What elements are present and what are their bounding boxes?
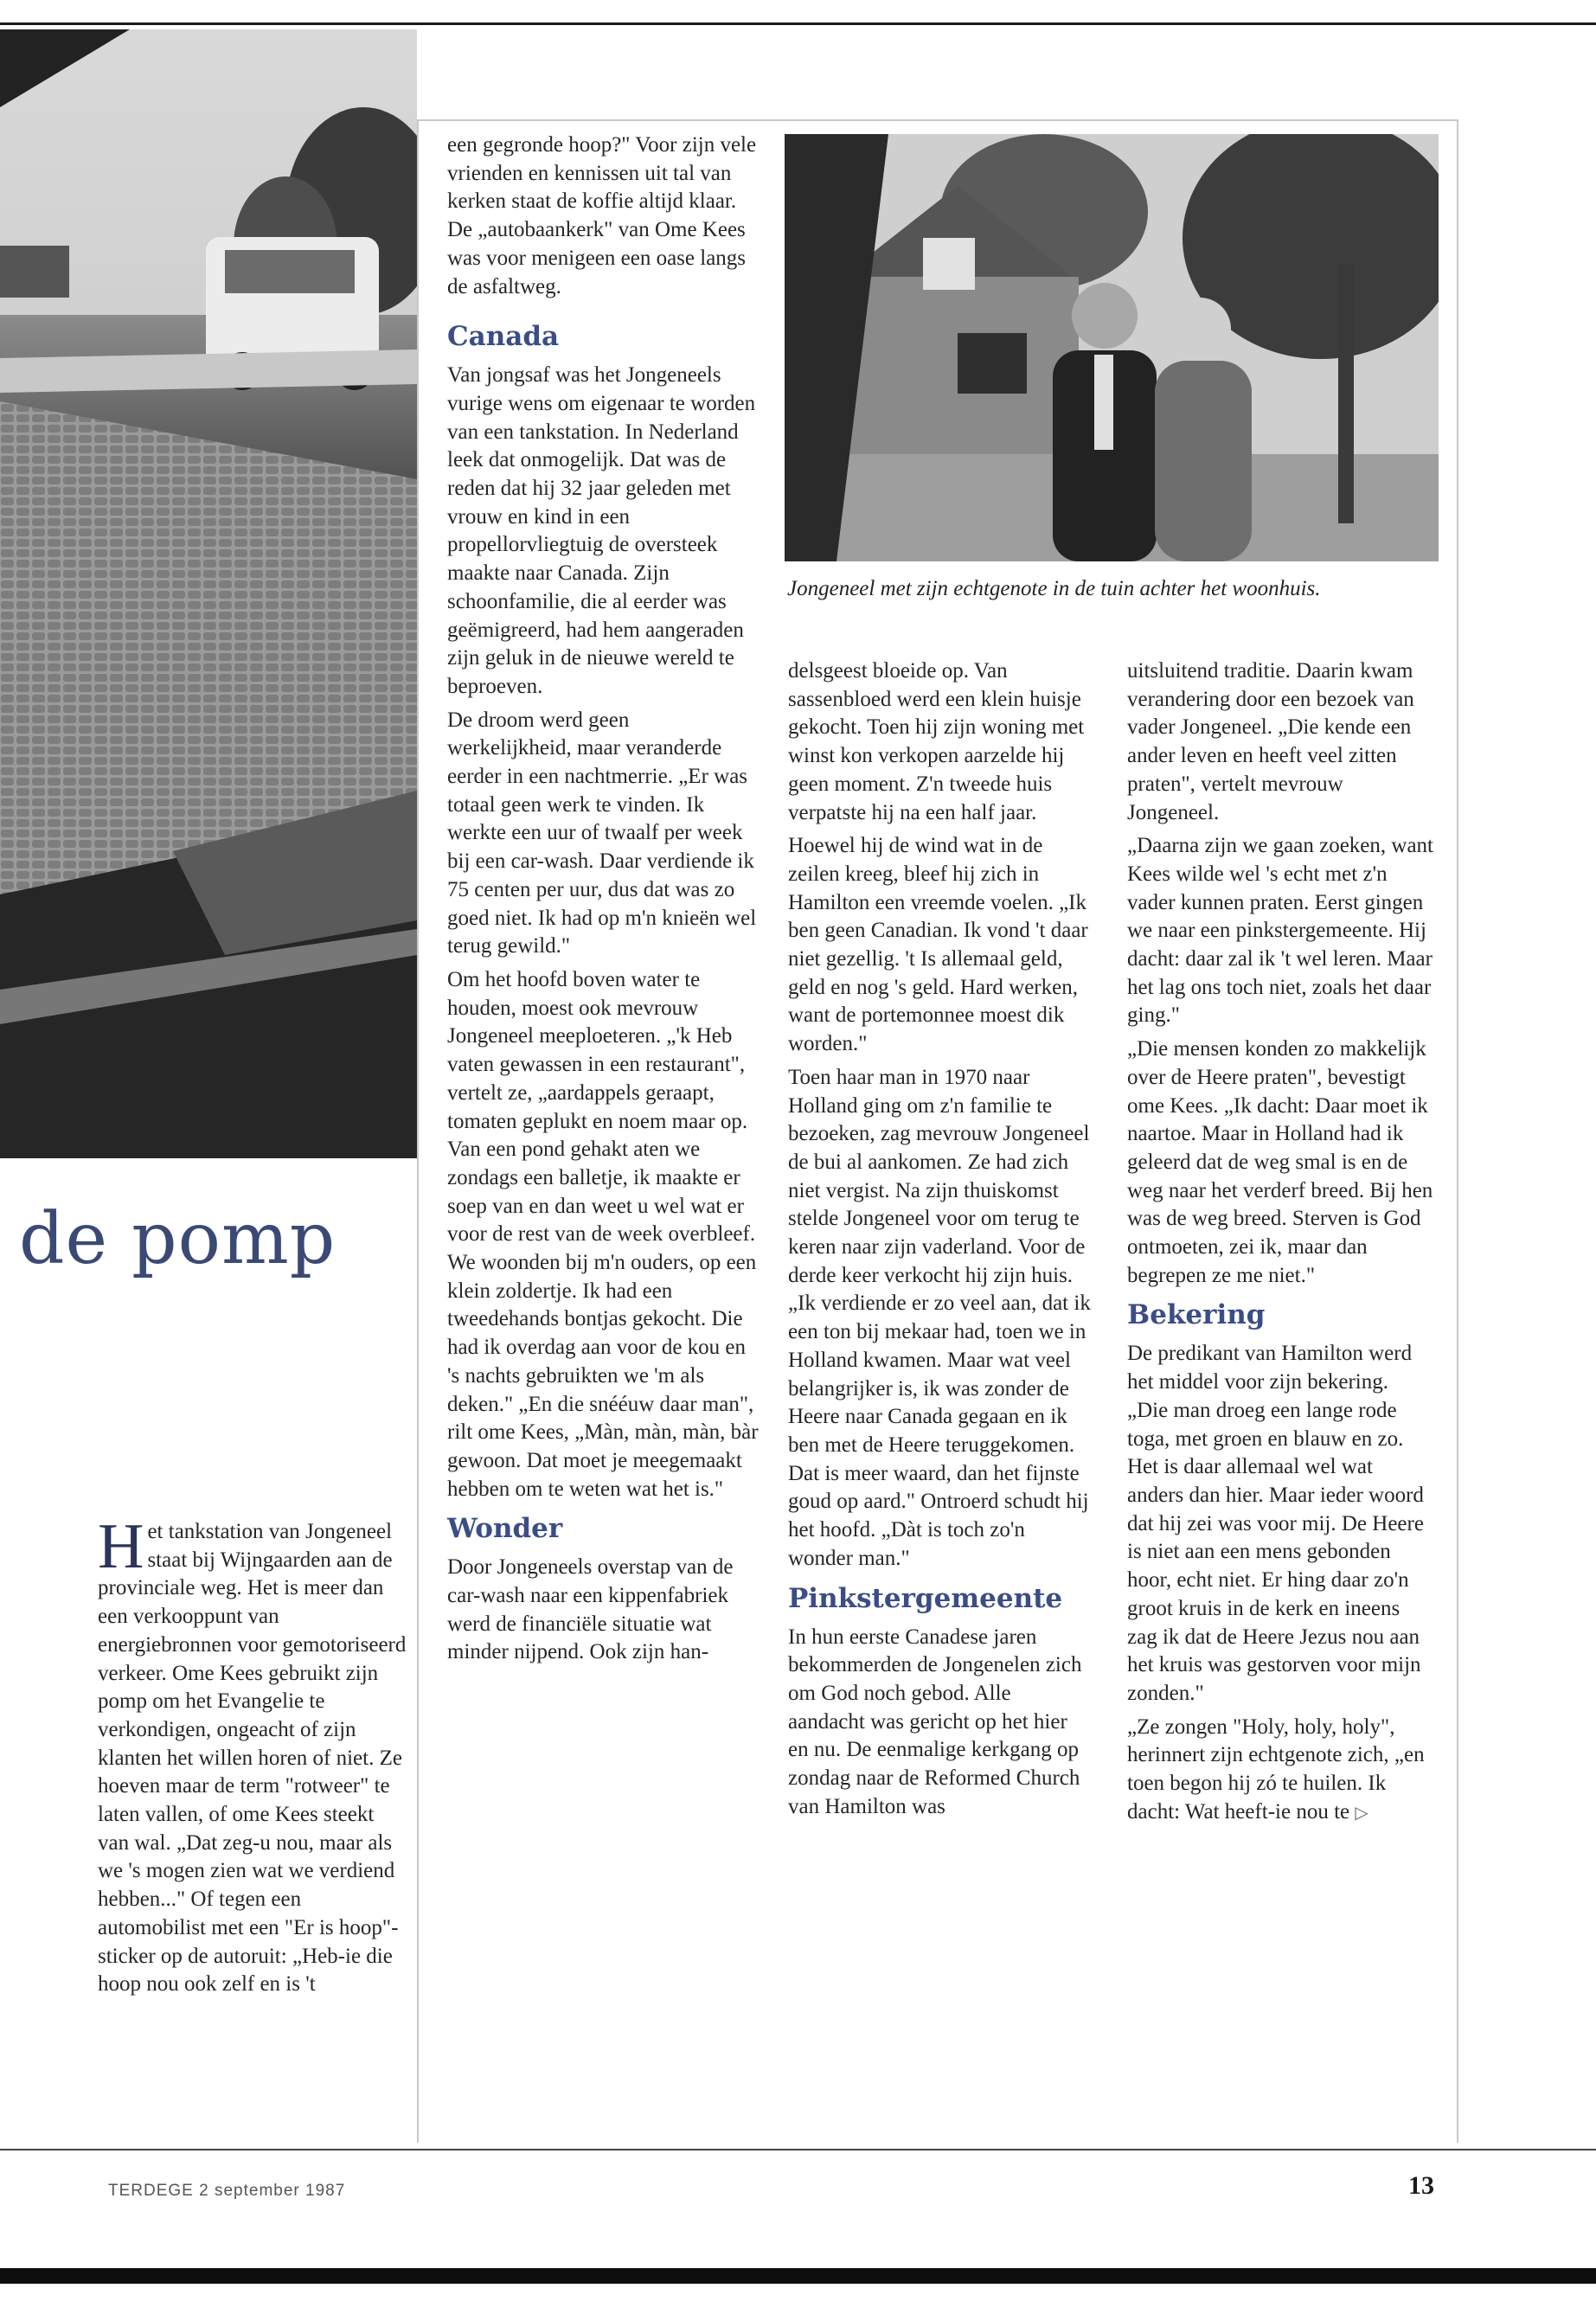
magazine-name: TERDEGE xyxy=(108,2182,194,2200)
issue-date: 2 september 1987 xyxy=(199,2182,346,2200)
footer-rule xyxy=(0,2149,1596,2150)
paragraph: Door Jongeneels overstap van de car-wash naar een kippenfabriek werd de financiële situatie wat minder nijpend. Ook zijn han- xyxy=(447,1555,734,1664)
column-1 xyxy=(98,1511,407,2004)
column-3 xyxy=(788,657,1091,1826)
paragraph: De predikant van Hamilton werd het middel voor zijn bekering. „Die man droeg een lange rode toga, met groen en blauw en zo. Het is daar allemaal wel wat anders dan hier. Maar ieder woord dat hij zei was voor mij. De Heere is niet aan een mens gebonden hoor, echt niet. Er hing daar zo'n groot kruis in de kerk en ineens zag ik dat de Heere Jezus nou aan het kruis was gestorven voor mijn zonden." xyxy=(1127,1342,1424,1705)
photo-caption: Jongeneel met zijn echtgenote in de tuin achter het woonhuis. xyxy=(787,577,1321,600)
footer-credit xyxy=(108,2182,345,2201)
column-4 xyxy=(1127,657,1434,1832)
heading-pinkstergemeente: Pinkstergemeente xyxy=(788,1582,1063,1614)
paragraph: „Die mensen konden zo makkelijk over de Heere praten", bevestigt ome Kees. „Ik dacht: Daar moet ik naartoe. Maar in Holland had ik geleerd dat de weg smal is en de weg naar het verderf breed. Bij hen was de weg breed. Sterven is God ontmoeten, zei ik, maar dan begrepen ze me niet." xyxy=(1127,1037,1433,1287)
lead-paragraph xyxy=(98,1511,407,1999)
paragraph: een gegronde hoop?" Voor zijn vele vrienden en kennissen uit tal van kerken staat de koffie altijd klaar. De „autobaankerk" van Ome Kees was voor menigeen een oase langs de asfaltweg. xyxy=(447,133,757,298)
page-number: 13 xyxy=(1408,2171,1434,2200)
paragraph: „Daarna zijn we gaan zoeken, want Kees wilde wel 's echt met z'n vader kunnen praten. Eerst gingen we naar een pinkstergemeente. Hij dacht: daar zal ik 't wel leren. Maar het lag ons toch niet, zoals het daar ging." xyxy=(1127,834,1433,1028)
road-van-illustration xyxy=(0,29,417,1158)
paragraph: delsgeest bloeide op. Van sassenbloed werd een klein huisje gekocht. Toen hij zijn woning met winst kon verkopen aarzelde hij geen moment. Z'n tweede huis verpatste hij na een half jaar. xyxy=(788,659,1085,824)
continue-arrow-icon: ▷ xyxy=(1355,1803,1368,1823)
paragraph: Om het hoofd boven water te houden, moest ook mevrouw Jongeneel meeploeteren. „'k Heb vaten gewassen in een restaurant", vertelt ze, „aardappels geraapt, tomaten geplukt en noem maar op. Van een pond gehakt aten we zondags een balletje, ik maakte er soep van en dan weet u wel wat er voor de rest van de week overbleef. We woonden bij m'n ouders, op een klein zoldertje. Ik had een tweedehands bontjas gekocht. Die had ik overdag aan voor de kou en 's nachts gebruikten we 'm als deken." „En die snééuw daar man", rilt ome Kees, „Màn, màn, màn, bàr gewoon. Dat moet je meegemaakt hebben om te weten wat het is." xyxy=(447,967,759,1501)
paragraph-text: „Ze zongen "Holy, holy, holy", herinnert zijn echtgenote zich, „en toen begon hij zó te huilen. Ik dacht: Wat heeft-ie nou te xyxy=(1127,1715,1425,1823)
top-rule xyxy=(0,22,1596,25)
road-van-photo xyxy=(0,29,417,1158)
lead-text: et tankstation van Jongeneel staat bij Wijngaarden aan de provinciale weg. Het is meer dan een verkooppunt van energiebronnen voor gemotoriseerd verkeer. Ome Kees gebruikt zijn pomp om het Evangelie te verkondigen, ongeacht of zijn klanten het willen horen of niet. Ze hoeven maar de term "rotweer" te laten vallen, of ome Kees steekt van wal. „Dat zeg-u nou, maar als we 's mogen zien wat we verdiend hebben..." Of tegen een automobilist met een "Er is hoop"-sticker op de autoruit: „Heb-ie die hoop nou ook zelf en is 't xyxy=(98,1520,407,1997)
paragraph: Hoewel hij de wind wat in de zeilen kreeg, bleef hij zich in Hamilton een vreemde voelen. „Ik ben geen Canadian. Ik vond 't daar niet gezellig. 't Is allemaal geld, geld en nog 's geld. Hard werken, want de portemonnee moest dik worden." xyxy=(788,834,1088,1056)
paragraph: Van jongsaf was het Jongeneels vurige wens om eigenaar te worden van een tankstation. In Nederland leek dat onmogelijk. Dat was de reden dat hij 32 jaar geleden met vrouw en kind in een propellorvliegtuig de oversteek maakte naar Canada. Zijn schoonfamilie, die al eerder was geëmigreerd, had hem aangeraden zijn geluk in de nieuwe wereld te beproeven. xyxy=(447,363,756,698)
heading-bekering: Bekering xyxy=(1127,1299,1266,1331)
dropcap: H xyxy=(98,1511,144,1582)
heading-canada: Canada xyxy=(447,321,560,353)
column-2 xyxy=(447,131,759,1672)
paragraph xyxy=(1127,1714,1434,1828)
paragraph: In hun eerste Canadese jaren bekommerden de Jongenelen zich om God noch gebod. Alle aandacht was gericht op het hier en nu. De eenmalige kerkgang op zondag naar de Reformed Church van Hamilton was xyxy=(788,1625,1082,1818)
heading-wonder: Wonder xyxy=(447,1513,563,1545)
article-title: de pomp xyxy=(19,1198,337,1280)
paragraph: De droom werd geen werkelijkheid, maar veranderde eerder in een nachtmerrie. „Er was totaal geen werk te vinden. Ik werkte een uur of twaalf per week bij een car-wash. Daar verdiende ik 75 centen per uur, dus dat was zo goed niet. Ik had op m'n knieën wel terug gewild." xyxy=(447,708,757,958)
paragraph: Toen haar man in 1970 naar Holland ging om z'n familie te bezoeken, zag mevrouw Jongeneel de bui al aankomen. Ze had zich niet vergist. Na zijn thuiskomst stelde Jongeneel voor om terug te keren naar zijn vaderland. Voor de derde keer verkocht hij zijn huis. „Ik verdiende er zo veel aan, dat ik een ton bij mekaar had, toen we in Holland kwamen. Maar wat veel belangrijker is, ik was zonder de Heere naar Canada gegaan en ik ben met de Heere teruggekomen. Dat is meer waard, dan het fijnste goud op aard." Ontroerd schudt hij het hoofd. „Dàt is toch zo'n wonder man." xyxy=(788,1065,1091,1570)
bottom-rule xyxy=(0,2268,1596,2284)
couple-photo xyxy=(785,134,1439,561)
paragraph: uitsluitend traditie. Daarin kwam verandering door een bezoek van vader Jongeneel. „Die kende een ander leven en heeft veel zitten praten", vertelt mevrouw Jongeneel. xyxy=(1127,659,1414,824)
couple-illustration xyxy=(785,134,1439,561)
